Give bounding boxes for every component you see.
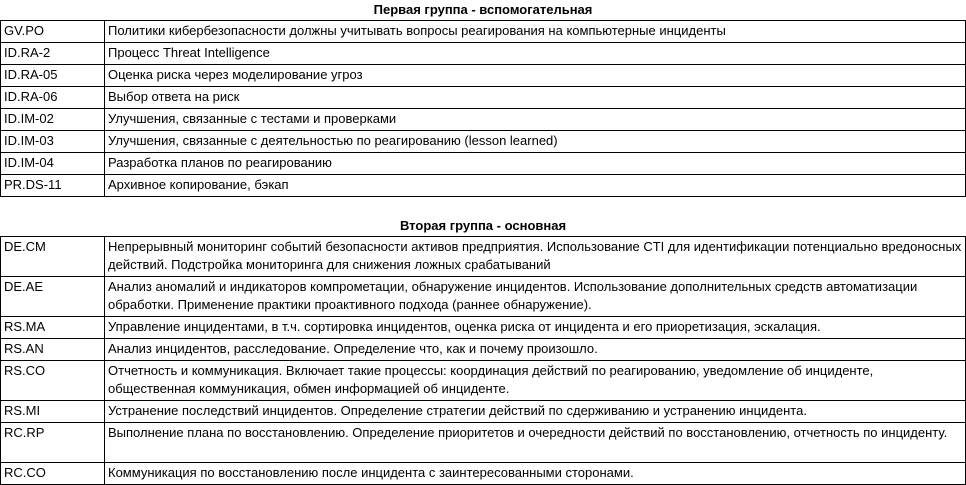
row-description[interactable]: Отчетность и коммуникация. Включает такие процессы: координация действий по реагированию, уведомление об инциденте, общественная коммуникация, обмен информацией об инциденте.	[105, 361, 966, 401]
row-description[interactable]: Управление инцидентами, в т.ч. сортировка инцидентов, оценка риска от инцидента и его приоретизация, эскалация.	[105, 317, 966, 339]
row-description[interactable]: Анализ инцидентов, расследование. Определение что, как и почему произошло.	[105, 339, 966, 361]
row-code[interactable]: ID.IM-02	[1, 109, 105, 131]
group2-title: Вторая группа - основная	[1, 216, 966, 237]
table-row[interactable]	[1, 237, 966, 277]
row-code[interactable]: RS.MA	[1, 317, 105, 339]
row-description[interactable]: Выбор ответа на риск	[105, 87, 966, 109]
row-description[interactable]: Анализ аномалий и индикаторов компрометации, обнаружение инцидентов. Использование дополнительных средств автоматизации обработки. Применение практики проактивного подхода (раннее обнаружение).	[105, 277, 966, 317]
row-code[interactable]: DE.CM	[1, 237, 105, 277]
row-code[interactable]: DE.AE	[1, 277, 105, 317]
table-row[interactable]	[1, 153, 966, 175]
row-description[interactable]: Коммуникация по восстановлению после инцидента с заинтересованными сторонами.	[105, 463, 966, 485]
empty-cell	[1, 197, 966, 217]
row-description[interactable]: Улучшения, связанные с деятельностью по реагированию (lesson learned)	[105, 131, 966, 153]
row-description[interactable]: Политики кибербезопасности должны учитывать вопросы реагирования на компьютерные инциденты	[105, 21, 966, 43]
table-row[interactable]	[1, 463, 966, 485]
table-row[interactable]	[1, 87, 966, 109]
row-description[interactable]: Выполнение плана по восстановлению. Определение приоритетов и очередности действий по восстановлению, отчетность по инциденту.	[105, 423, 966, 463]
row-description[interactable]: Устранение последствий инцидентов. Определение стратегии действий по сдерживанию и устранению инцидента.	[105, 401, 966, 423]
row-code[interactable]: RS.MI	[1, 401, 105, 423]
row-description[interactable]: Архивное копирование, бэкап	[105, 175, 966, 197]
table-row[interactable]	[1, 277, 966, 317]
row-description[interactable]: Разработка планов по реагированию	[105, 153, 966, 175]
row-description[interactable]: Улучшения, связанные с тестами и проверками	[105, 109, 966, 131]
table-row[interactable]	[1, 65, 966, 87]
table-row[interactable]	[1, 401, 966, 423]
table-row[interactable]	[1, 175, 966, 197]
row-code[interactable]: RC.RP	[1, 423, 105, 463]
table-row[interactable]	[1, 21, 966, 43]
row-description[interactable]: Непрерывный мониторинг событий безопасности активов предприятия. Использование CTI для идентификации потенциально вредоносных действий. Подстройка мониторинга для снижения ложных срабатываний	[105, 237, 966, 277]
row-description[interactable]: Оценка риска через моделирование угроз	[105, 65, 966, 87]
row-code[interactable]: ID.RA-05	[1, 65, 105, 87]
row-code[interactable]: ID.RA-2	[1, 43, 105, 65]
group-header-row	[1, 0, 966, 21]
row-code[interactable]: ID.IM-03	[1, 131, 105, 153]
table-row[interactable]	[1, 317, 966, 339]
row-code[interactable]: GV.PO	[1, 21, 105, 43]
group1-title: Первая группа - вспомогательная	[1, 0, 966, 21]
table-row[interactable]	[1, 361, 966, 401]
table-row[interactable]	[1, 43, 966, 65]
group-header-row	[1, 216, 966, 237]
row-code[interactable]: ID.RA-06	[1, 87, 105, 109]
spacer-row	[1, 197, 966, 217]
table-row[interactable]	[1, 339, 966, 361]
table-row[interactable]	[1, 423, 966, 463]
row-code[interactable]: ID.IM-04	[1, 153, 105, 175]
row-code[interactable]: RC.CO	[1, 463, 105, 485]
row-code[interactable]: RS.AN	[1, 339, 105, 361]
row-code[interactable]: PR.DS-11	[1, 175, 105, 197]
table-row[interactable]	[1, 131, 966, 153]
row-code[interactable]: RS.CO	[1, 361, 105, 401]
table-row[interactable]	[1, 109, 966, 131]
row-description[interactable]: Процесс Threat Intelligence	[105, 43, 966, 65]
